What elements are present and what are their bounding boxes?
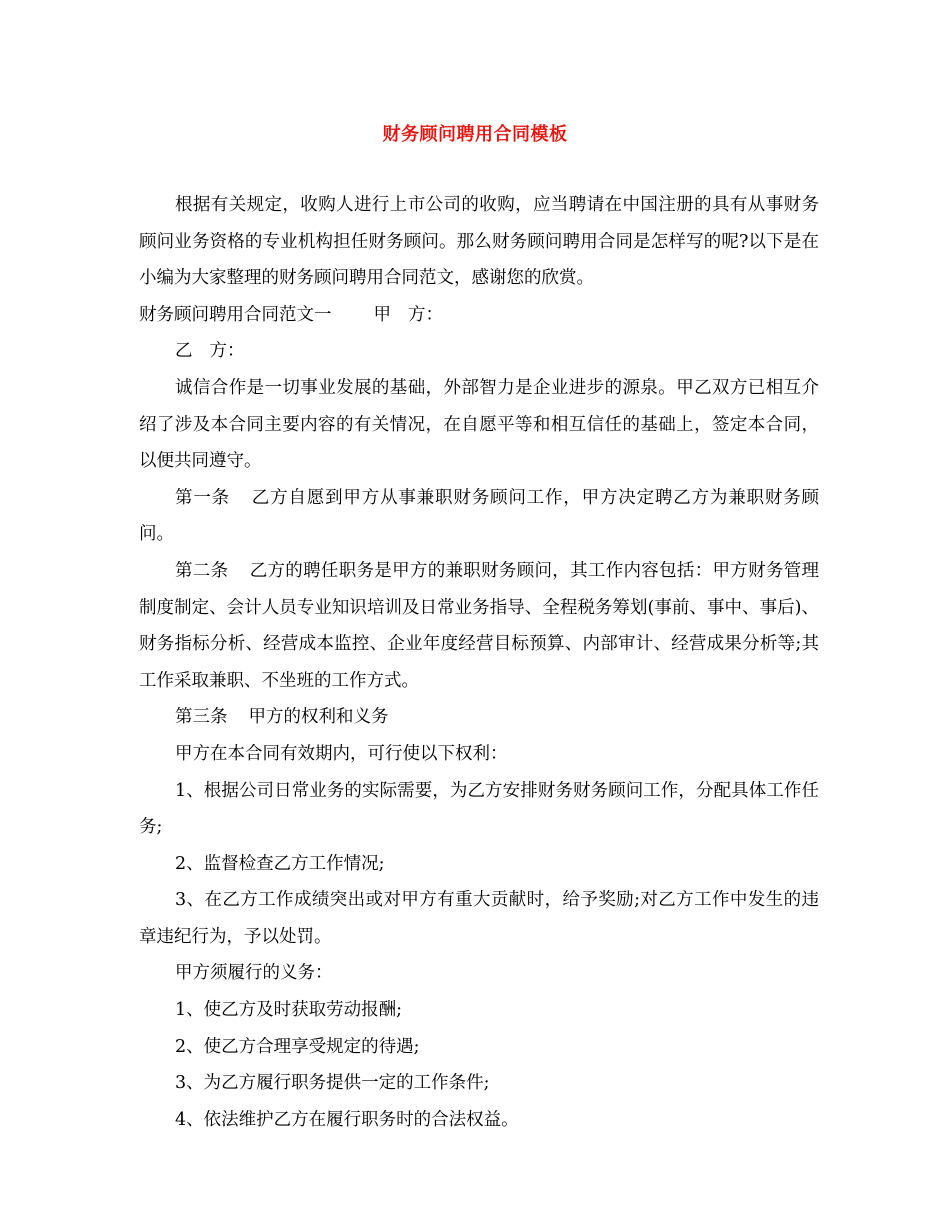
party-a-label: 甲 — [373, 304, 391, 325]
article-2 — [139, 553, 819, 699]
party-b-label: 乙 — [175, 341, 193, 362]
rights-item: 3、在乙方工作成绩突出或对甲方有重大贡献时，给予奖励;对乙方工作中发生的违章违纪行为，予以处罚。 — [139, 890, 819, 947]
article-1 — [139, 480, 819, 553]
party-a-suffix: 方： — [408, 304, 443, 325]
preamble-paragraph: 诚信合作是一切事业发展的基础，外部智力是企业进步的源泉。甲乙双方已相互介绍了涉及本合同主要内容的有关情况，在自愿平等和相互信任的基础上，签定本合同，以便共同遵守。 — [139, 377, 819, 472]
duties-item: 3、为乙方履行职务提供一定的工作条件; — [175, 1073, 490, 1094]
intro-paragraph: 根据有关规定，收购人进行上市公司的收购，应当聘请在中国注册的具有从事财务顾问业务资格的专业机构担任财务顾问。那么财务顾问聘用合同是怎样写的呢?以下是在小编为大家整理的财务顾问聘用合同范文，感谢您的欣赏。 — [139, 195, 819, 289]
article-1-text: 乙方自愿到甲方从事兼职财务顾问工作，甲方决定聘乙方为兼职财务顾问。 — [139, 487, 820, 545]
duties-item: 1、使乙方及时获取劳动报酬; — [175, 1000, 403, 1021]
party-b-suffix: 方： — [209, 341, 245, 362]
duties-item: 2、使乙方合理享受规定的待遇; — [175, 1036, 420, 1057]
rights-item: 1、根据公司日常业务的实际需要，为乙方安排财务财务顾问工作，分配具体工作任务; — [139, 780, 819, 838]
document-body — [139, 187, 819, 1138]
article-3-heading: 第三条 — [175, 707, 228, 728]
article-2-text: 乙方的聘任职务是甲方的兼职财务顾问，其工作内容包括：甲方财务管理制度制定、会计人员专业知识培训及日常业务指导、全程税务筹划(事前、事中、事后)、财务指标分析、经营成本监控、企业年度经营目标预算、内部审计、经营成果分析等;其工作采取兼职、不坐班的工作方式。 — [139, 560, 820, 691]
duties-item: 4、依法维护乙方在履行职务时的合法权益。 — [175, 1109, 519, 1130]
article-2-heading: 第二条 — [175, 560, 229, 581]
duties-intro: 甲方须履行的义务： — [175, 963, 333, 984]
rights-item: 2、监督检查乙方工作情况; — [175, 853, 385, 874]
document-title: 财务顾问聘用合同模板 — [382, 124, 568, 145]
sample-heading-line — [139, 297, 819, 334]
article-1-heading: 第一条 — [175, 487, 230, 508]
party-b-line — [139, 333, 819, 370]
rights-intro: 甲方在本合同有效期内，可行使以下权利： — [175, 743, 508, 764]
article-3-text: 甲方的权利和义务 — [248, 707, 389, 728]
article-3 — [139, 699, 819, 736]
sample-heading: 财务顾问聘用合同范文一 — [139, 304, 332, 325]
